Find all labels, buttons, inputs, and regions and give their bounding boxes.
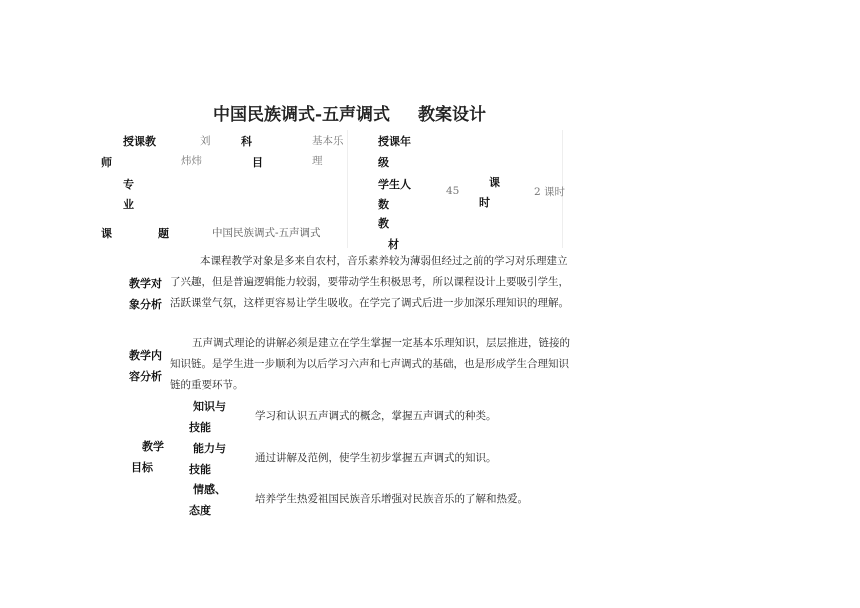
page-title-suffix: 教案设计 <box>418 105 486 125</box>
topic-label: 课 <box>101 227 112 240</box>
topic-value: 中国民族调式-五声调式 <box>212 227 321 239</box>
content-analysis-label-cont: 容分析 <box>129 370 162 383</box>
goal-knowledge-label: 知识与 <box>193 400 226 413</box>
teacher-label: 授课教 <box>123 135 156 148</box>
goal-emotion-label-cont: 态度 <box>189 504 211 517</box>
hours-label-cont: 时 <box>479 196 490 209</box>
goal-knowledge-label-cont: 技能 <box>189 421 211 434</box>
grade-label-cont: 级 <box>378 156 389 169</box>
student-analysis-label-cont: 象分析 <box>129 298 162 311</box>
teacher-name: 刘 <box>200 135 211 147</box>
students-value: 45 <box>446 185 460 197</box>
hours-label: 课 <box>489 176 500 189</box>
column-divider <box>347 130 348 248</box>
grade-label: 授课年 <box>378 135 411 148</box>
goals-label-cont: 目标 <box>131 461 153 474</box>
goals-label: 教学 <box>142 440 164 453</box>
page-title: 中国民族调式-五声调式 <box>213 105 391 125</box>
students-label: 学生人 <box>378 178 411 191</box>
goal-ability-text: 通过讲解及范例，使学生初步掌握五声调式的知识。 <box>255 452 497 464</box>
goal-emotion-text: 培养学生热爱祖国民族音乐增强对民族音乐的了解和热爱。 <box>255 493 528 505</box>
hours-value: 2 课时 <box>534 186 566 198</box>
student-analysis-text: 本课程教学对象是多来自农村，音乐素养较为薄弱但经过之前的学习对乐理建立了兴趣，但是普遍逻辑能力较弱，要带动学生积极思考，所以课程设计上要吸引学生，活跃课堂气氛，这样更容易让学生吸收。在学完了调式后进一步加深乐理知识的理解。 <box>170 255 569 309</box>
content-analysis-text: 五声调式理论的讲解必须是建立在学生掌握一定基本乐理知识，层层推进，链接的知识链。是学生进一步顺利为以后学习六声和七声调式的基础，也是形成学生合理知识链的重要环节。 <box>170 337 570 391</box>
goal-ability-label-cont: 技能 <box>189 463 211 476</box>
goal-ability-label: 能力与 <box>193 442 226 455</box>
goal-knowledge-text: 学习和认识五声调式的概念，掌握五声调式的种类。 <box>255 410 497 422</box>
major-label-cont: 业 <box>123 198 134 211</box>
content-analysis-label: 教学内 <box>129 349 162 362</box>
student-analysis-label: 教学对 <box>129 277 162 290</box>
textbook-label: 教 <box>378 217 389 230</box>
goal-emotion-label: 情感、 <box>193 483 226 496</box>
teacher-label-cont: 师 <box>101 156 112 169</box>
textbook-label-cont: 材 <box>388 238 399 251</box>
major-label: 专 <box>123 178 134 191</box>
subject-value: 基本乐 <box>312 135 344 147</box>
subject-label: 科 <box>241 135 252 148</box>
topic-label-cont: 题 <box>158 227 169 240</box>
subject-value-cont: 理 <box>312 155 323 167</box>
subject-label-cont: 目 <box>252 156 263 169</box>
teacher-name-cont: 炜炜 <box>181 155 202 167</box>
students-label-cont: 数 <box>378 198 389 211</box>
